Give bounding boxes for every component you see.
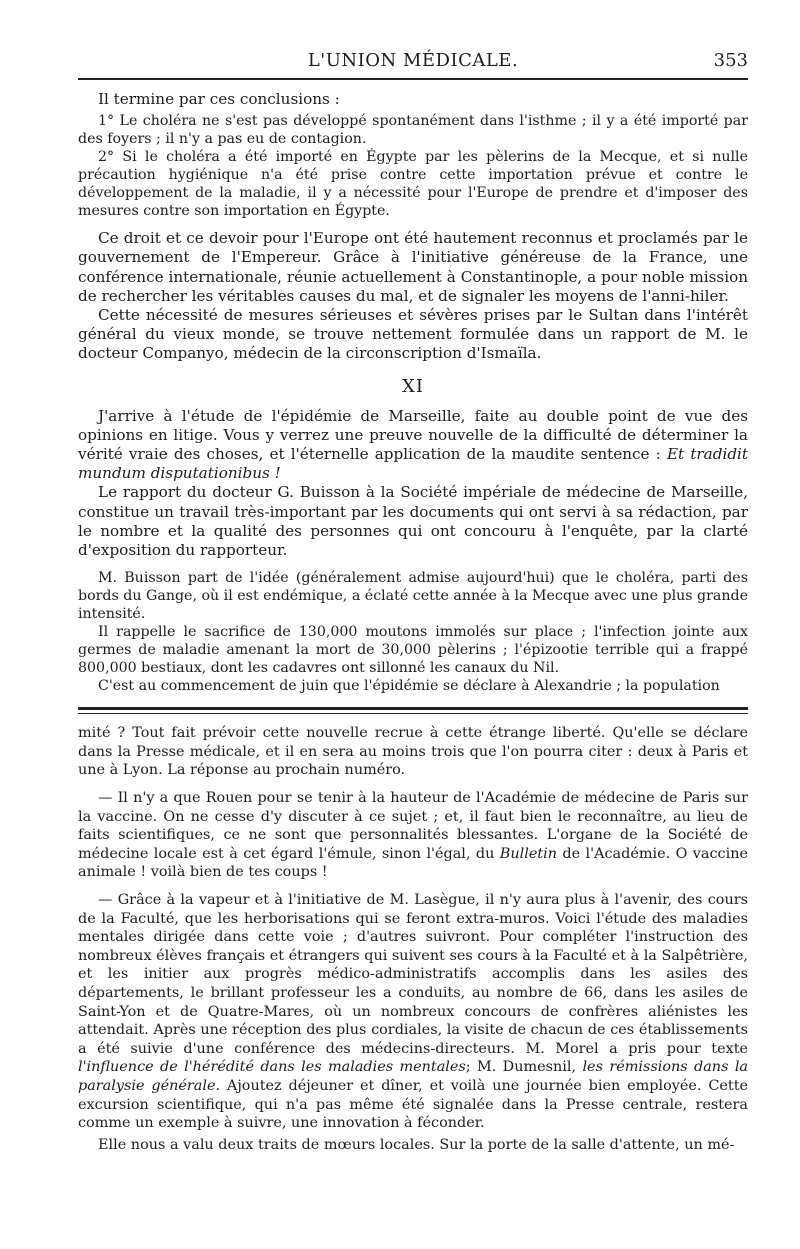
dumesnil-topic: les rémissions dans la paralysie générale [78, 1059, 749, 1094]
paragraph-rouen-vaccine [78, 789, 748, 882]
page-header [78, 44, 748, 76]
paragraph-buisson-report: Le rapport du docteur G. Buisson à la Société impériale de médecine de Marseille, constitue un travail très-important par les documents qui ont servi à sa rédaction, par le nombre et la qualité des personnes qui ont concouru à l'enquête, par la clarté d'exposition du rapporteur. [78, 483, 748, 560]
morel-topic: l'influence de l'hérédité dans les maladies mentales [78, 1059, 466, 1076]
feuilleton-divider [78, 707, 748, 714]
conclusion-2: 2° Si le choléra a été importé en Égypte par les pèlerins de la Mecque, et si nulle précaution hygiénique n'a été prise contre cette importation prévue et contre le développement de la maladie, il y a nécessité pour l'Europe de prendre et d'imposer des mesures contre son importation en Égypte. [78, 149, 748, 220]
lasegue-text-b: ; M. Dumesnil, [465, 1059, 577, 1076]
rouen-text-a: — Il n'y a que Rouen pour se tenir à la hauteur de l'Académie de médecine de Paris sur la vaccine. On ne cesse d'y discuter à ce sujet ; et, il faut bien le reconnaître, au lieu de faits scientifiques, ce ne sont que personnalités blessantes. L'organe de la Société de médecine locale est à cet égard l'émule, sinon l'égal, du [78, 790, 748, 862]
feuilleton-continuation: mité ? Tout fait prévoir cette nouvelle recrue à cette étrange liberté. Qu'elle se déclare dans la Presse médicale, et il en sera au moins trois que l'on pourra citer : deux à Paris et une à Lyon. La réponse au prochain numéro. [78, 725, 748, 779]
header-rule [78, 78, 748, 80]
report-summary [78, 569, 748, 695]
paragraph-marseille [78, 407, 748, 484]
latin-quote: Et tradidit mundum disputationibus ! [78, 445, 748, 483]
paragraph-ganges: M. Buisson part de l'idée (généralement admise aujourd'hui) que le choléra, parti des bords du Gange, où il est endémique, a éclaté cette année à la Mecque avec une plus grande intensité. [78, 570, 748, 623]
paragraph-sacrifice: Il rappelle le sacrifice de 130,000 moutons immolés sur place ; l'infection jointe aux germes de maladie amenant la mort de 30,000 pèlerins ; l'épizootie terrible qui a frappé 800,000 bestiaux, dont les cadavres ont sillonné les canaux du Nil. [78, 624, 748, 677]
bulletin-title: Bulletin [499, 845, 557, 862]
lasegue-text-c: . Ajoutez déjeuner et dîner, et voilà une journée bien employée. Cette excursion scientifique, qui n'a pas même été signalée dans la Presse centrale, restera comme un exemple à suivre, une innovation à féconder. [78, 1077, 748, 1132]
paragraph-marseille-text: J'arrive à l'étude de l'épidémie de Marseille, faite au double point de vue des opinions en litige. Vous y verrez une preuve nouvelle de la difficulté de déterminer la vérité vraie des choses, et l'éternelle application de la maudite sentence : [78, 406, 748, 464]
paragraph-lasegue [78, 891, 748, 1133]
paragraph-europe-duty: Ce droit et ce devoir pour l'Europe ont été hautement reconnus et proclamés par le gouvernement de l'Empereur. Grâce à l'initiative généreuse de la France, une conférence internationale, réunie actuellement à Constantinople, a pour noble mission de rechercher les véritables causes du mal, et de signaler les moyens de l'anni-hiler. [78, 229, 748, 305]
conclusions-list [78, 112, 748, 220]
conclusion-1: 1° Le choléra ne s'est pas développé spontanément dans l'isthme ; il y a été importé par des foyers ; il n'y a pas eu de contagion. [78, 113, 748, 148]
running-title: L'UNION MÉDICALE. [307, 50, 519, 71]
section-number: XI [402, 375, 424, 397]
feuilleton [78, 724, 748, 1154]
paragraph-local-customs: Elle nous a valu deux traits de mœurs locales. Sur la porte de la salle d'attente, un mé- [98, 1136, 735, 1153]
rouen-text-b: de l'Académie. O vaccine animale ! voilà bien de tes coups ! [78, 845, 749, 881]
page-number: 353 [713, 50, 748, 71]
conclusions-intro: Il termine par ces conclusions : [98, 90, 340, 108]
lasegue-text-a: — Grâce à la vapeur et à l'initiative de M. Lasègue, il n'y aura plus à l'avenir, des cours de la Faculté, que les herborisations qui se feront extra-muros. Voici l'étude des maladies mentales dirigée dans cette voie ; d'autres suivront. Pour compléter l'instruction des nombreux élèves français et étrangers qui suivent ses cours à la Faculté et à la Salpêtrière, et les initier aux progrès médico-administratifs accomplis dans les asiles des départements, le brillant professeur les a conduits, au nombre de 66, dans les asiles de Saint-Yon et de Quatre-Mares, où un nombreux concours de confrères aliénistes les attendait. Après une réception des plus cordiales, la visite de chacun de ces établissements a été suivie d'une conférence des médecins-directeurs. M. Morel a pris pour texte [78, 892, 748, 1057]
paragraph-alexandria: C'est au commencement de juin que l'épidémie se déclare à Alexandrie ; la population [98, 678, 720, 695]
paragraph-sultan-measures: Cette nécessité de mesures sérieuses et sévères prises par le Sultan dans l'intérêt général du vieux monde, se trouve nettement formulée dans un rapport de M. le docteur Companyo, médecin de la circonscription d'Ismaïla. [78, 306, 748, 363]
